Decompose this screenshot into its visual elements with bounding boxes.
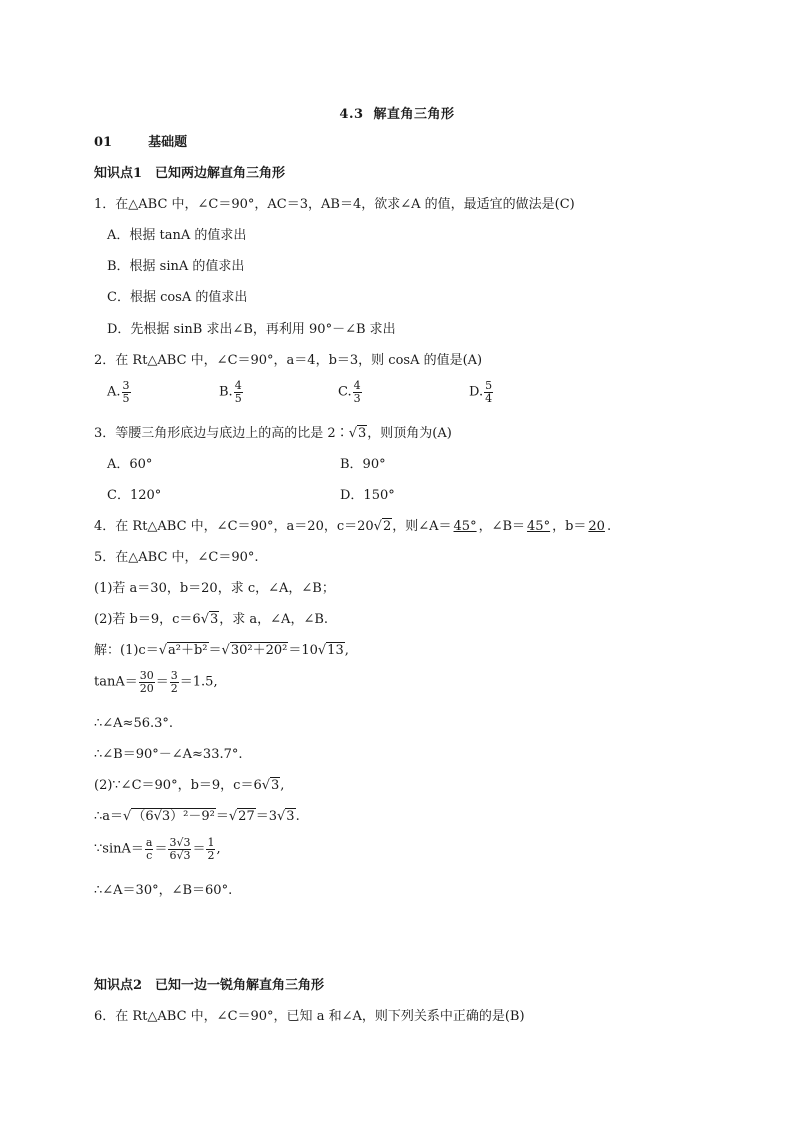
- fraction: $\frac{3}{5}$: [122, 379, 130, 405]
- q5-solution-line-8: ∴∠A＝30°，∠B＝60°.: [94, 883, 233, 898]
- q4-stem: 4．在 Rt△ABC 中，∠C＝90°，a＝20，c＝20√2，则∠A＝ 45° ，∠B＝ 45° ，b＝ 20 .: [94, 519, 612, 534]
- q5-solution-line-6: ∴a＝√（6√3）²－9²＝√27＝3√3.: [94, 809, 300, 824]
- fraction: $\frac{1}{2}$: [207, 836, 215, 862]
- q5-part1: (1)若 a＝30，b＝20，求 c，∠A，∠B；: [94, 581, 335, 596]
- sqrt: √3: [261, 778, 280, 793]
- q3-stem: 3．等腰三角形底边与底边上的高的比是 2∶√3，则顶角为(A): [94, 426, 452, 441]
- q5-solution-line-7: ∵sinA＝ $\frac{a}{c}$ ＝ $\frac{3√3}{6√3}$ ＝ $\frac{1}{2}$ ,: [94, 836, 221, 862]
- q5-solution-line-1: 解：(1)c＝√a²＋b²＝√30²＋20²＝10√13,: [94, 643, 349, 658]
- q5-stem: 5．在△ABC 中，∠C＝90°.: [94, 550, 259, 565]
- fraction: $\frac{30}{20}$: [139, 669, 154, 695]
- sqrt: √27: [228, 809, 255, 824]
- sqrt: √3: [200, 612, 219, 627]
- fraction: $\frac{4}{3}$: [353, 379, 361, 405]
- fraction: $\frac{a}{c}$: [145, 836, 153, 862]
- q5-solution-line-5: (2)∵∠C＝90°，b＝9，c＝6√3,: [94, 778, 285, 793]
- section-number: 01: [94, 135, 113, 150]
- sqrt: √3: [348, 426, 367, 441]
- answer-blank: 45°: [527, 519, 551, 534]
- answer-blank: 45°: [453, 519, 477, 534]
- q5-solution-line-2: tanA＝ $\frac{30}{20}$ ＝ $\frac{3}{2}$ ＝1.5,: [94, 669, 218, 695]
- q2-option-b: B. $\frac{4}{5}$: [219, 379, 242, 405]
- q2-option-a: A. $\frac{3}{5}$: [107, 379, 130, 405]
- sqrt: √2: [373, 519, 392, 534]
- fraction: $\frac{4}{5}$: [234, 379, 242, 405]
- section-name: 基础题: [148, 135, 188, 150]
- q2-option-d: D. $\frac{5}{4}$: [469, 379, 493, 405]
- fraction: $\frac{3√3}{6√3}$: [169, 836, 191, 862]
- page-title: [0, 103, 794, 122]
- fraction: $\frac{3}{2}$: [170, 669, 178, 695]
- q5-solution-line-3: ∴∠A≈56.3°.: [94, 716, 174, 731]
- q2-option-c: C. $\frac{4}{3}$: [338, 379, 361, 405]
- title-number: 4.3: [339, 107, 364, 122]
- q3-option-a: A．60°: [107, 457, 153, 472]
- section-heading: [94, 134, 187, 152]
- q3-option-d: D．150°: [340, 488, 395, 503]
- q6-stem: 6．在 Rt△ABC 中，∠C＝90°，已知 a 和∠A，则下列关系中正确的是(B): [94, 1009, 525, 1024]
- q3-option-c: C．120°: [107, 488, 162, 503]
- sqrt: √30²＋20²: [221, 643, 288, 658]
- q1-option-b: B．根据 sinA 的值求出: [107, 259, 245, 274]
- q5-solution-line-4: ∴∠B＝90°－∠A≈33.7°.: [94, 747, 243, 762]
- knowledge-point-1: 知识点1 已知两边解直角三角形: [94, 166, 286, 181]
- fraction: $\frac{5}{4}$: [485, 379, 493, 405]
- answer-blank: 20: [588, 519, 605, 534]
- sqrt: √3: [277, 809, 295, 824]
- sqrt: √（6√3）²－9²: [123, 809, 215, 824]
- q1-option-a: A．根据 tanA 的值求出: [107, 228, 247, 243]
- q1-option-d: D．先根据 sinB 求出∠B，再利用 90°－∠B 求出: [107, 322, 396, 337]
- sqrt: √13: [317, 643, 344, 658]
- sqrt: √a²＋b²: [158, 643, 208, 658]
- q5-part2: (2)若 b＝9，c＝6√3，求 a，∠A，∠B.: [94, 612, 329, 627]
- title-text: 解直角三角形: [373, 107, 455, 122]
- q1-stem: 1．在△ABC 中，∠C＝90°，AC＝3，AB＝4，欲求∠A 的值，最适宜的做法是(C): [94, 197, 575, 212]
- q2-stem: 2．在 Rt△ABC 中，∠C＝90°，a＝4，b＝3，则 cosA 的值是(A): [94, 353, 483, 368]
- q3-option-b: B．90°: [340, 457, 386, 472]
- knowledge-point-2: 知识点2 已知一边一锐角解直角三角形: [94, 978, 325, 993]
- q1-option-c: C．根据 cosA 的值求出: [107, 290, 248, 305]
